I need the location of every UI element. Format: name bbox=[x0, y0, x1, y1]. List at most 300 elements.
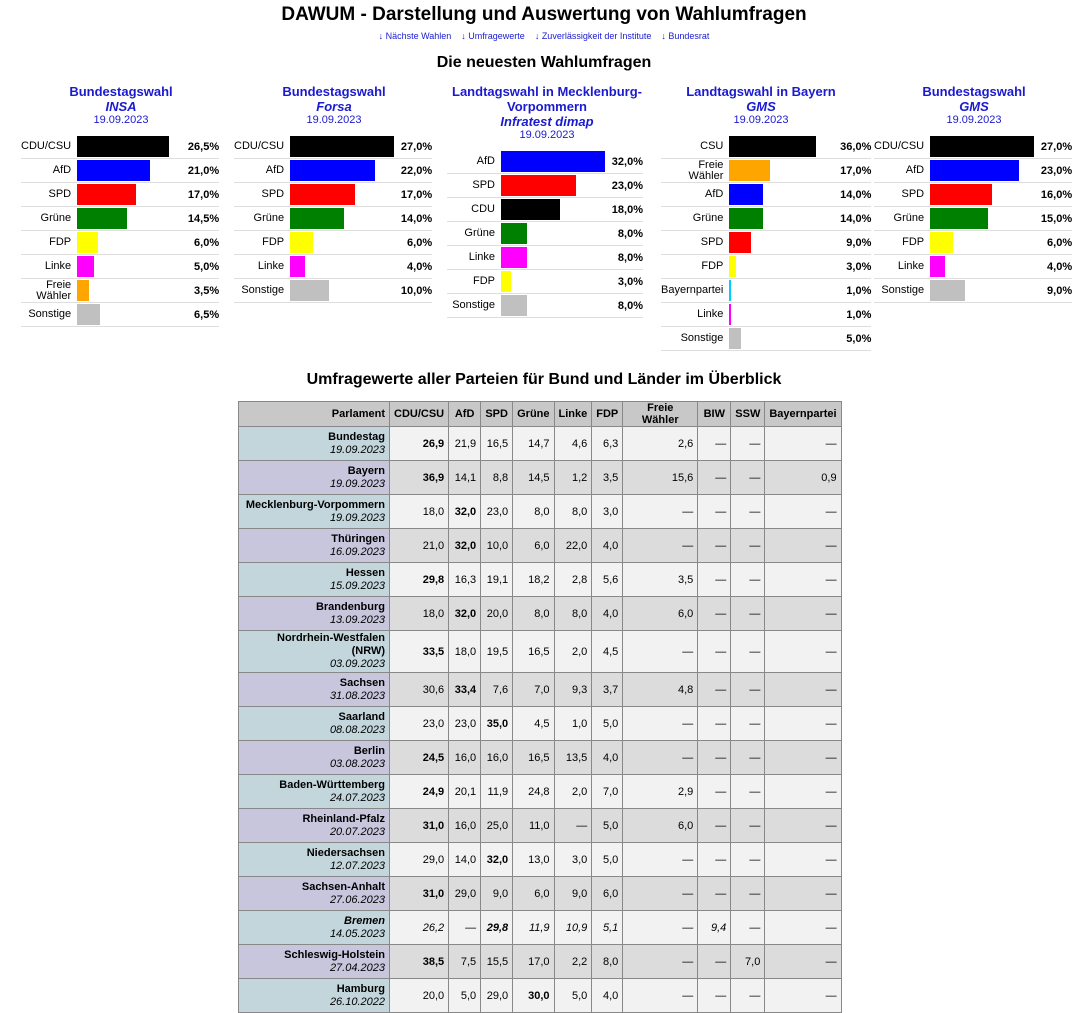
table-cell: 22,0 bbox=[554, 529, 592, 563]
table-cell: — bbox=[765, 741, 841, 775]
table-cell: — bbox=[731, 979, 765, 1013]
latest-polls-heading: Die neuesten Wahlumfragen bbox=[436, 54, 652, 71]
parliament-name[interactable]: Thüringen bbox=[331, 532, 385, 545]
table-cell: — bbox=[765, 911, 841, 945]
poll-date: 12.07.2023 bbox=[329, 859, 385, 872]
bar bbox=[77, 136, 169, 157]
table-cell: 29,0 bbox=[481, 979, 513, 1013]
table-cell: 18,2 bbox=[513, 563, 554, 597]
poll-date: 19.09.2023 bbox=[329, 477, 385, 490]
parliament-name[interactable]: Mecklenburg-Vorpommern bbox=[245, 498, 385, 511]
poll-row bbox=[661, 159, 871, 183]
bar-cell bbox=[928, 231, 1034, 255]
table-cell: 10,0 bbox=[481, 529, 513, 563]
poll-row bbox=[874, 135, 1072, 159]
poll-date: 08.08.2023 bbox=[329, 723, 385, 736]
table-cell: — bbox=[731, 461, 765, 495]
parliament-cell bbox=[239, 979, 390, 1013]
poll-row bbox=[234, 279, 432, 303]
table-cell: 16,0 bbox=[449, 741, 481, 775]
party-label: AfD bbox=[447, 150, 499, 174]
party-label: Linke bbox=[447, 246, 499, 270]
parliament-name[interactable]: Sachsen bbox=[339, 676, 385, 689]
value-label: 17,0% bbox=[181, 183, 219, 207]
poll-row bbox=[874, 207, 1072, 231]
table-cell: 18,0 bbox=[449, 631, 481, 673]
poll-chart bbox=[234, 135, 432, 303]
table-cell: 19,1 bbox=[481, 563, 513, 597]
table-cell: — bbox=[731, 877, 765, 911]
table-cell: — bbox=[698, 979, 731, 1013]
table-cell: 30,6 bbox=[390, 673, 449, 707]
table-row bbox=[239, 631, 842, 673]
table-cell: 4,0 bbox=[592, 741, 623, 775]
table-cell: 14,5 bbox=[513, 461, 554, 495]
bar-cell bbox=[75, 279, 181, 303]
poll-date: 19.09.2023 bbox=[329, 511, 385, 524]
table-cell: 23,0 bbox=[449, 707, 481, 741]
poll-row bbox=[661, 231, 871, 255]
table-cell: 11,9 bbox=[513, 911, 554, 945]
bar bbox=[729, 160, 770, 181]
bar-cell bbox=[499, 174, 605, 198]
bar bbox=[77, 280, 89, 301]
poll-institute[interactable]: Infratest dimap bbox=[500, 114, 594, 129]
table-cell: 29,0 bbox=[449, 877, 481, 911]
table-row bbox=[239, 673, 842, 707]
poll-date: 19.09.2023 bbox=[329, 443, 385, 456]
poll-institute[interactable]: INSA bbox=[105, 99, 137, 114]
bar-cell bbox=[928, 135, 1034, 159]
table-cell: — bbox=[623, 741, 698, 775]
table-cell: 4,0 bbox=[592, 979, 623, 1013]
bar-cell bbox=[75, 207, 181, 231]
value-label: 17,0% bbox=[394, 183, 432, 207]
value-label: 9,0% bbox=[833, 231, 871, 255]
poll-row bbox=[874, 255, 1072, 279]
poll-date: 03.08.2023 bbox=[329, 757, 385, 770]
poll-election[interactable]: Bundestagswahl bbox=[282, 84, 386, 99]
table-cell: — bbox=[698, 427, 731, 461]
column-header: SPD bbox=[481, 402, 513, 427]
poll-row bbox=[234, 207, 432, 231]
parliament-name[interactable]: Nordrhein-Westfalen (NRW) bbox=[277, 632, 385, 657]
poll-institute[interactable]: GMS bbox=[959, 99, 989, 114]
parliament-name[interactable]: Hamburg bbox=[336, 982, 385, 995]
poll-row bbox=[234, 255, 432, 279]
table-cell: — bbox=[731, 741, 765, 775]
parliament-name[interactable]: Sachsen-Anhalt bbox=[301, 880, 385, 893]
poll-institute[interactable]: GMS bbox=[746, 99, 776, 114]
table-cell: 5,0 bbox=[554, 979, 592, 1013]
table-row bbox=[239, 945, 842, 979]
table-cell: 2,0 bbox=[554, 775, 592, 809]
poll-row bbox=[447, 222, 643, 246]
table-cell: 7,6 bbox=[481, 673, 513, 707]
poll-header bbox=[234, 84, 434, 126]
parliament-cell bbox=[239, 461, 390, 495]
bar bbox=[290, 232, 313, 253]
parliament-name[interactable]: Bundestag bbox=[328, 430, 385, 443]
value-label: 18,0% bbox=[605, 198, 643, 222]
table-cell: 6,3 bbox=[592, 427, 623, 461]
poll-row bbox=[447, 294, 643, 318]
parliament-cell bbox=[239, 631, 390, 673]
value-label: 17,0% bbox=[833, 159, 871, 183]
table-cell: — bbox=[765, 707, 841, 741]
party-label: Grüne bbox=[661, 207, 727, 231]
nav-link[interactable]: ↓ Nächste Wahlen bbox=[378, 31, 452, 41]
table-cell: — bbox=[698, 707, 731, 741]
value-label: 15,0% bbox=[1034, 207, 1072, 231]
table-cell: — bbox=[623, 843, 698, 877]
poll-row bbox=[21, 303, 219, 327]
table-cell: 16,5 bbox=[513, 631, 554, 673]
table-cell: 6,0 bbox=[623, 597, 698, 631]
bar-cell bbox=[727, 159, 833, 183]
table-row bbox=[239, 707, 842, 741]
parliament-cell bbox=[239, 741, 390, 775]
table-cell: — bbox=[765, 809, 841, 843]
bar-cell bbox=[75, 183, 181, 207]
bar bbox=[930, 208, 988, 229]
value-label: 4,0% bbox=[394, 255, 432, 279]
bar bbox=[930, 160, 1019, 181]
bar bbox=[930, 256, 945, 277]
table-cell: 2,8 bbox=[554, 563, 592, 597]
party-label: AfD bbox=[874, 159, 928, 183]
table-cell: 3,0 bbox=[592, 495, 623, 529]
parliament-name[interactable]: Rheinland-Pfalz bbox=[302, 812, 385, 825]
party-label: CDU/CSU bbox=[234, 135, 288, 159]
table-cell: — bbox=[765, 945, 841, 979]
table-cell: 24,9 bbox=[390, 775, 449, 809]
bar bbox=[77, 208, 127, 229]
parliament-name[interactable]: Saarland bbox=[338, 710, 385, 723]
poll-row bbox=[447, 198, 643, 222]
value-label: 36,0% bbox=[833, 135, 871, 159]
bar bbox=[729, 136, 816, 157]
value-label: 14,0% bbox=[833, 207, 871, 231]
bar bbox=[930, 280, 965, 301]
party-label: Linke bbox=[234, 255, 288, 279]
table-cell: — bbox=[623, 631, 698, 673]
table-cell: — bbox=[698, 809, 731, 843]
overview-table bbox=[238, 401, 842, 1013]
poll-row bbox=[21, 207, 219, 231]
bar-cell bbox=[75, 303, 181, 327]
parliament-cell bbox=[239, 945, 390, 979]
table-cell: 25,0 bbox=[481, 809, 513, 843]
table-cell: 1,0 bbox=[554, 707, 592, 741]
table-cell: 38,5 bbox=[390, 945, 449, 979]
table-cell: — bbox=[623, 495, 698, 529]
bar-cell bbox=[75, 255, 181, 279]
party-label: Sonstige bbox=[447, 294, 499, 318]
party-label: FDP bbox=[447, 270, 499, 294]
bar bbox=[501, 247, 527, 268]
table-cell: — bbox=[731, 843, 765, 877]
poll-row bbox=[234, 135, 432, 159]
table-cell: — bbox=[623, 979, 698, 1013]
table-row bbox=[239, 597, 842, 631]
column-header: Freie Wähler bbox=[623, 402, 698, 427]
value-label: 1,0% bbox=[833, 279, 871, 303]
bar bbox=[290, 136, 394, 157]
party-label: CDU/CSU bbox=[21, 135, 75, 159]
bar bbox=[77, 256, 94, 277]
table-cell: — bbox=[765, 631, 841, 673]
table-cell: 16,5 bbox=[513, 741, 554, 775]
table-cell: 33,5 bbox=[390, 631, 449, 673]
poll-election[interactable]: Landtagswahl in Mecklenburg-Vorpommern bbox=[452, 84, 642, 114]
bar-cell bbox=[288, 183, 394, 207]
bar-cell bbox=[499, 198, 605, 222]
value-label: 8,0% bbox=[605, 246, 643, 270]
table-cell: 32,0 bbox=[449, 529, 481, 563]
table-cell: — bbox=[731, 911, 765, 945]
table-cell: — bbox=[731, 809, 765, 843]
value-label: 3,5% bbox=[181, 279, 219, 303]
column-header: BIW bbox=[698, 402, 731, 427]
nav-link[interactable]: ↓ Zuverlässigkeit der Institute bbox=[534, 31, 652, 41]
column-header: Grüne bbox=[513, 402, 554, 427]
parliament-name[interactable]: Schleswig-Holstein bbox=[284, 948, 385, 961]
bar bbox=[930, 232, 953, 253]
party-label: Freie Wähler bbox=[661, 159, 727, 183]
table-cell: 6,0 bbox=[513, 529, 554, 563]
table-cell: 2,6 bbox=[623, 427, 698, 461]
bar bbox=[930, 184, 992, 205]
parliament-name[interactable]: Baden-Württemberg bbox=[279, 778, 385, 791]
column-header: Parlament bbox=[239, 402, 390, 427]
column-header: Linke bbox=[554, 402, 592, 427]
table-cell: 31,0 bbox=[390, 877, 449, 911]
bar-cell bbox=[727, 207, 833, 231]
table-cell: 20,0 bbox=[481, 597, 513, 631]
parliament-name[interactable]: Bayern bbox=[347, 464, 385, 477]
table-cell: — bbox=[698, 597, 731, 631]
table-row bbox=[239, 877, 842, 911]
bar-cell bbox=[928, 255, 1034, 279]
table-cell: — bbox=[731, 563, 765, 597]
table-cell: — bbox=[731, 597, 765, 631]
value-label: 8,0% bbox=[605, 294, 643, 318]
value-label: 6,0% bbox=[394, 231, 432, 255]
party-label: FDP bbox=[21, 231, 75, 255]
parliament-cell bbox=[239, 563, 390, 597]
table-cell: — bbox=[765, 843, 841, 877]
table-cell: 33,4 bbox=[449, 673, 481, 707]
poll-institute[interactable]: Forsa bbox=[316, 99, 352, 114]
value-label: 10,0% bbox=[394, 279, 432, 303]
page-title: DAWUM - Darstellung und Auswertung von Wahlumfragen bbox=[281, 4, 807, 25]
table-cell: — bbox=[698, 631, 731, 673]
poll-date: 20.07.2023 bbox=[329, 825, 385, 838]
table-cell: 13,0 bbox=[513, 843, 554, 877]
parliament-cell bbox=[239, 843, 390, 877]
table-cell: 16,0 bbox=[449, 809, 481, 843]
table-cell: 29,8 bbox=[390, 563, 449, 597]
party-label: Linke bbox=[661, 303, 727, 327]
poll-election[interactable]: Landtagswahl in Bayern bbox=[686, 84, 836, 99]
bar-cell bbox=[288, 255, 394, 279]
bar-cell bbox=[928, 183, 1034, 207]
table-cell: 4,0 bbox=[592, 529, 623, 563]
table-cell: 14,1 bbox=[449, 461, 481, 495]
table-cell: 21,0 bbox=[390, 529, 449, 563]
table-cell: 26,2 bbox=[390, 911, 449, 945]
bar bbox=[729, 184, 763, 205]
table-cell: 8,0 bbox=[554, 495, 592, 529]
table-cell: 7,5 bbox=[449, 945, 481, 979]
table-cell: — bbox=[698, 775, 731, 809]
table-row bbox=[239, 775, 842, 809]
poll-date: 19.09.2023 bbox=[306, 114, 362, 126]
table-row bbox=[239, 461, 842, 495]
bar bbox=[290, 208, 344, 229]
poll-date: 19.09.2023 bbox=[519, 129, 575, 141]
bar bbox=[729, 304, 731, 325]
poll-row bbox=[234, 183, 432, 207]
parliament-name[interactable]: Bremen bbox=[344, 914, 385, 927]
poll-date: 19.09.2023 bbox=[946, 114, 1002, 126]
party-label: Sonstige bbox=[874, 279, 928, 303]
bar bbox=[501, 151, 605, 172]
party-label: CDU/CSU bbox=[874, 135, 928, 159]
poll-date: 14.05.2023 bbox=[329, 927, 385, 940]
parliament-cell bbox=[239, 673, 390, 707]
party-label: Bayernpartei bbox=[661, 279, 727, 303]
table-cell: 8,0 bbox=[592, 945, 623, 979]
table-cell: 7,0 bbox=[731, 945, 765, 979]
poll-row bbox=[447, 270, 643, 294]
poll-row bbox=[447, 174, 643, 198]
value-label: 5,0% bbox=[181, 255, 219, 279]
table-cell: — bbox=[765, 427, 841, 461]
parliament-cell bbox=[239, 877, 390, 911]
poll-row bbox=[21, 159, 219, 183]
table-cell: 20,1 bbox=[449, 775, 481, 809]
nav-link[interactable]: ↓ Umfragewerte bbox=[461, 31, 525, 41]
party-label: SPD bbox=[21, 183, 75, 207]
table-cell: — bbox=[731, 495, 765, 529]
poll-date: 03.09.2023 bbox=[329, 658, 385, 670]
table-cell: — bbox=[698, 877, 731, 911]
table-cell: — bbox=[698, 461, 731, 495]
value-label: 3,0% bbox=[605, 270, 643, 294]
table-cell: 14,0 bbox=[449, 843, 481, 877]
table-cell: 17,0 bbox=[513, 945, 554, 979]
table-row bbox=[239, 911, 842, 945]
column-header: AfD bbox=[449, 402, 481, 427]
bar bbox=[930, 136, 1034, 157]
poll-election[interactable]: Bundestagswahl bbox=[922, 84, 1026, 99]
poll-chart bbox=[21, 135, 219, 327]
bar-cell bbox=[288, 159, 394, 183]
party-label: CDU bbox=[447, 198, 499, 222]
bar-cell bbox=[499, 270, 605, 294]
party-label: Grüne bbox=[234, 207, 288, 231]
party-label: AfD bbox=[661, 183, 727, 207]
poll-date: 15.09.2023 bbox=[329, 579, 385, 592]
table-cell: 29,0 bbox=[390, 843, 449, 877]
bar-cell bbox=[727, 303, 833, 327]
nav-link[interactable]: ↓ Bundesrat bbox=[661, 31, 710, 41]
table-cell: 16,5 bbox=[481, 427, 513, 461]
bar-cell bbox=[499, 150, 605, 174]
bar-cell bbox=[727, 255, 833, 279]
bar bbox=[290, 280, 329, 301]
table-cell: 6,0 bbox=[513, 877, 554, 911]
table-cell: — bbox=[765, 597, 841, 631]
parliament-cell bbox=[239, 597, 390, 631]
party-label: Linke bbox=[874, 255, 928, 279]
bar-cell bbox=[288, 231, 394, 255]
poll-row bbox=[21, 279, 219, 303]
bar-cell bbox=[499, 246, 605, 270]
poll-date: 16.09.2023 bbox=[329, 545, 385, 558]
table-row bbox=[239, 529, 842, 563]
parliament-name[interactable]: Berlin bbox=[353, 744, 385, 757]
party-label: AfD bbox=[234, 159, 288, 183]
table-row bbox=[239, 979, 842, 1013]
value-label: 14,0% bbox=[394, 207, 432, 231]
table-cell: — bbox=[554, 809, 592, 843]
table-cell: 7,0 bbox=[592, 775, 623, 809]
table-cell: 4,5 bbox=[592, 631, 623, 673]
table-cell: — bbox=[731, 673, 765, 707]
parliament-name[interactable]: Hessen bbox=[345, 566, 385, 579]
bar bbox=[501, 175, 576, 196]
parliament-name[interactable]: Niedersachsen bbox=[306, 846, 385, 859]
table-cell: 8,0 bbox=[513, 495, 554, 529]
party-label: Sonstige bbox=[661, 327, 727, 351]
table-cell: 3,5 bbox=[623, 563, 698, 597]
value-label: 27,0% bbox=[394, 135, 432, 159]
value-label: 27,0% bbox=[1034, 135, 1072, 159]
party-label: CSU bbox=[661, 135, 727, 159]
poll-row bbox=[21, 231, 219, 255]
bar-cell bbox=[288, 207, 394, 231]
table-cell: 5,0 bbox=[449, 979, 481, 1013]
table-cell: — bbox=[765, 529, 841, 563]
table-cell: 9,4 bbox=[698, 911, 731, 945]
value-label: 3,0% bbox=[833, 255, 871, 279]
poll-row bbox=[21, 183, 219, 207]
table-cell: 5,1 bbox=[592, 911, 623, 945]
bar-cell bbox=[928, 159, 1034, 183]
value-label: 14,5% bbox=[181, 207, 219, 231]
value-label: 5,0% bbox=[833, 327, 871, 351]
poll-row bbox=[874, 159, 1072, 183]
table-cell: — bbox=[765, 979, 841, 1013]
bar bbox=[77, 304, 100, 325]
table-cell: 32,0 bbox=[481, 843, 513, 877]
table-row bbox=[239, 563, 842, 597]
table-cell: 16,3 bbox=[449, 563, 481, 597]
table-cell: 18,0 bbox=[390, 597, 449, 631]
table-cell: 21,9 bbox=[449, 427, 481, 461]
table-cell: — bbox=[698, 495, 731, 529]
party-label: Grüne bbox=[874, 207, 928, 231]
poll-election[interactable]: Bundestagswahl bbox=[69, 84, 173, 99]
table-cell: — bbox=[698, 843, 731, 877]
table-cell: 7,0 bbox=[513, 673, 554, 707]
table-cell: 0,9 bbox=[765, 461, 841, 495]
value-label: 8,0% bbox=[605, 222, 643, 246]
parliament-name[interactable]: Brandenburg bbox=[315, 600, 385, 613]
